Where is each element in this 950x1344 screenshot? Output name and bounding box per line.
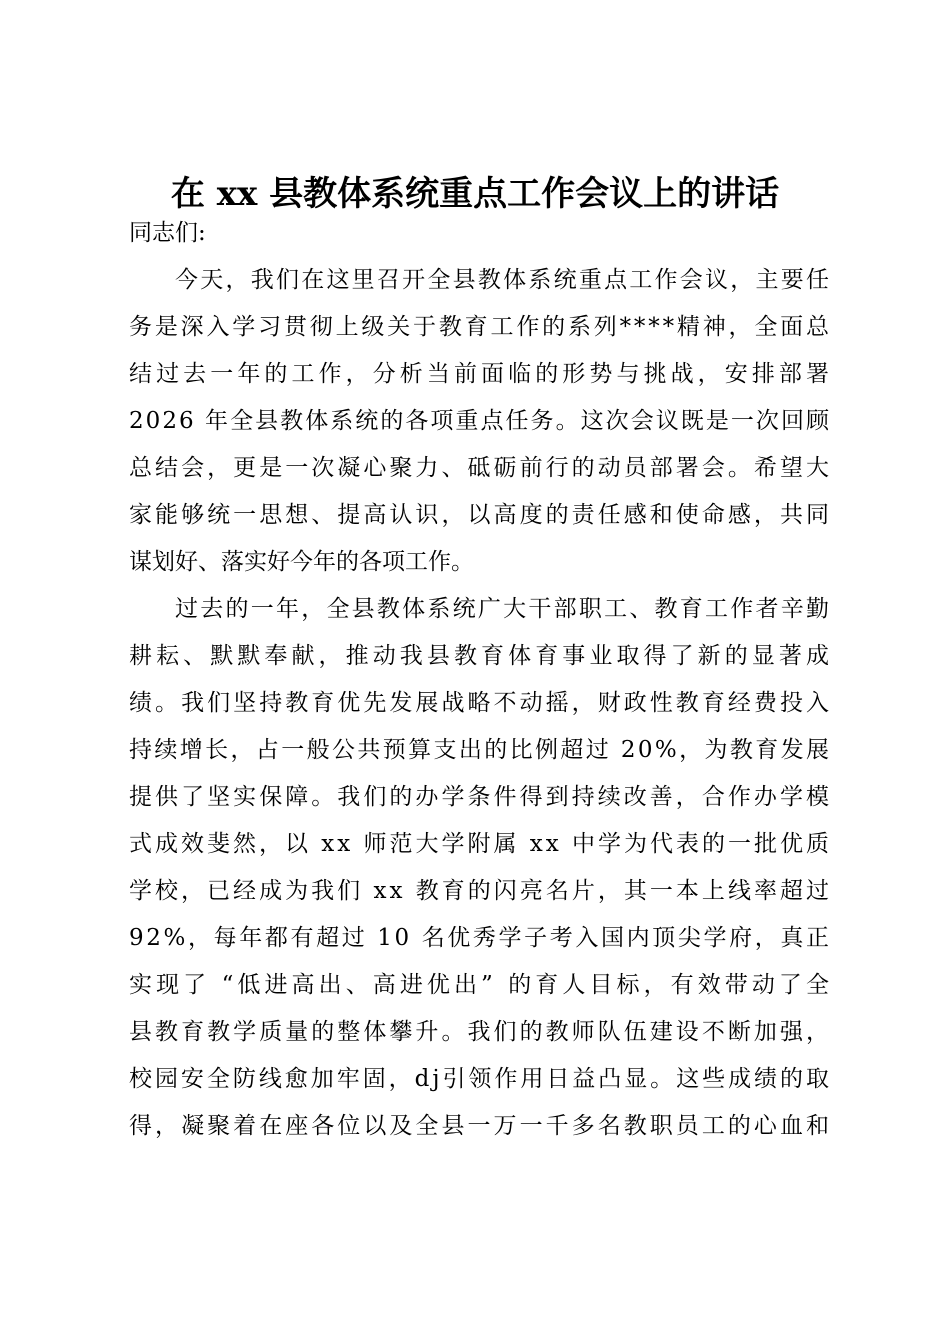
- document-title: 在 xx 县教体系统重点工作会议上的讲话: [170, 174, 780, 214]
- paragraph-line: [129, 445, 833, 492]
- paragraph-line: [129, 915, 832, 962]
- paragraph-line: [129, 351, 834, 398]
- line-text: 校园安全防线愈加牢固，dj引领作用日益凸显。这些成绩的取: [129, 1066, 832, 1092]
- document-body: [129, 210, 834, 1150]
- line-text: 结过去一年的工作，分析当前面临的形势与挑战，安排部署: [129, 361, 834, 387]
- paragraph-line: [129, 257, 832, 304]
- paragraph-line: [129, 1056, 832, 1103]
- paragraph-line: [129, 398, 832, 445]
- paragraph-line: [129, 821, 832, 868]
- paragraph-line: [129, 492, 833, 539]
- line-text: 家能够统一思想、提高认识，以高度的责任感和使命感，共同: [129, 502, 833, 528]
- line-text: 谋划好、落实好今年的各项工作。: [129, 549, 474, 575]
- paragraph-line: [129, 774, 833, 821]
- line-text: 提供了坚实保障。我们的办学条件得到持续改善，合作办学模: [129, 784, 833, 810]
- line-text: 92%，每年都有超过 10 名优秀学子考入国内顶尖学府，真正: [129, 925, 832, 951]
- paragraph-line: [129, 539, 829, 586]
- line-text: 式成效斐然，以 xx 师范大学附属 xx 中学为代表的一批优质: [129, 831, 832, 857]
- paragraph-line: [129, 962, 834, 1009]
- paragraph-2: [129, 586, 834, 1150]
- paragraph-line: [129, 304, 832, 351]
- line-text: 过去的一年，全县教体系统广大干部职工、教育工作者辛勤: [175, 596, 832, 622]
- salutation-text: 同志们:: [129, 220, 206, 246]
- line-text: 今天，我们在这里召开全县教体系统重点工作会议，主要任: [175, 267, 832, 293]
- paragraph-line: [129, 727, 832, 774]
- paragraph-line: [129, 868, 833, 915]
- paragraph-line: [129, 680, 833, 727]
- paragraph-line: [129, 633, 834, 680]
- line-text: 实现了 “低进高出、高进优出” 的育人目标，有效带动了全: [129, 972, 834, 998]
- line-text: 耕耘、默默奉献，推动我县教育体育事业取得了新的显著成: [129, 643, 834, 669]
- line-text: 持续增长，占一般公共预算支出的比例超过 20%，为教育发展: [129, 737, 832, 763]
- paragraph-line: [129, 586, 832, 633]
- line-text: 务是深入学习贯彻上级关于教育工作的系列****精神，全面总: [129, 314, 832, 340]
- line-text: 绩。我们坚持教育优先发展战略不动摇，财政性教育经费投入: [129, 690, 833, 716]
- paragraph-line: [129, 1103, 833, 1150]
- paragraph-line: [129, 1009, 833, 1056]
- line-text: 学校，已经成为我们 xx 教育的闪亮名片，其一本上线率超过: [129, 878, 833, 904]
- salutation: [129, 210, 829, 257]
- paragraph-1: [129, 257, 834, 586]
- line-text: 县教育教学质量的整体攀升。我们的教师队伍建设不断加强，: [129, 1019, 833, 1045]
- line-text: 2026 年全县教体系统的各项重点任务。这次会议既是一次回顾: [129, 408, 832, 434]
- line-text: 得，凝聚着在座各位以及全县一万一千多名教职员工的心血和: [129, 1113, 833, 1139]
- line-text: 总结会，更是一次凝心聚力、砥砺前行的动员部署会。希望大: [129, 455, 833, 481]
